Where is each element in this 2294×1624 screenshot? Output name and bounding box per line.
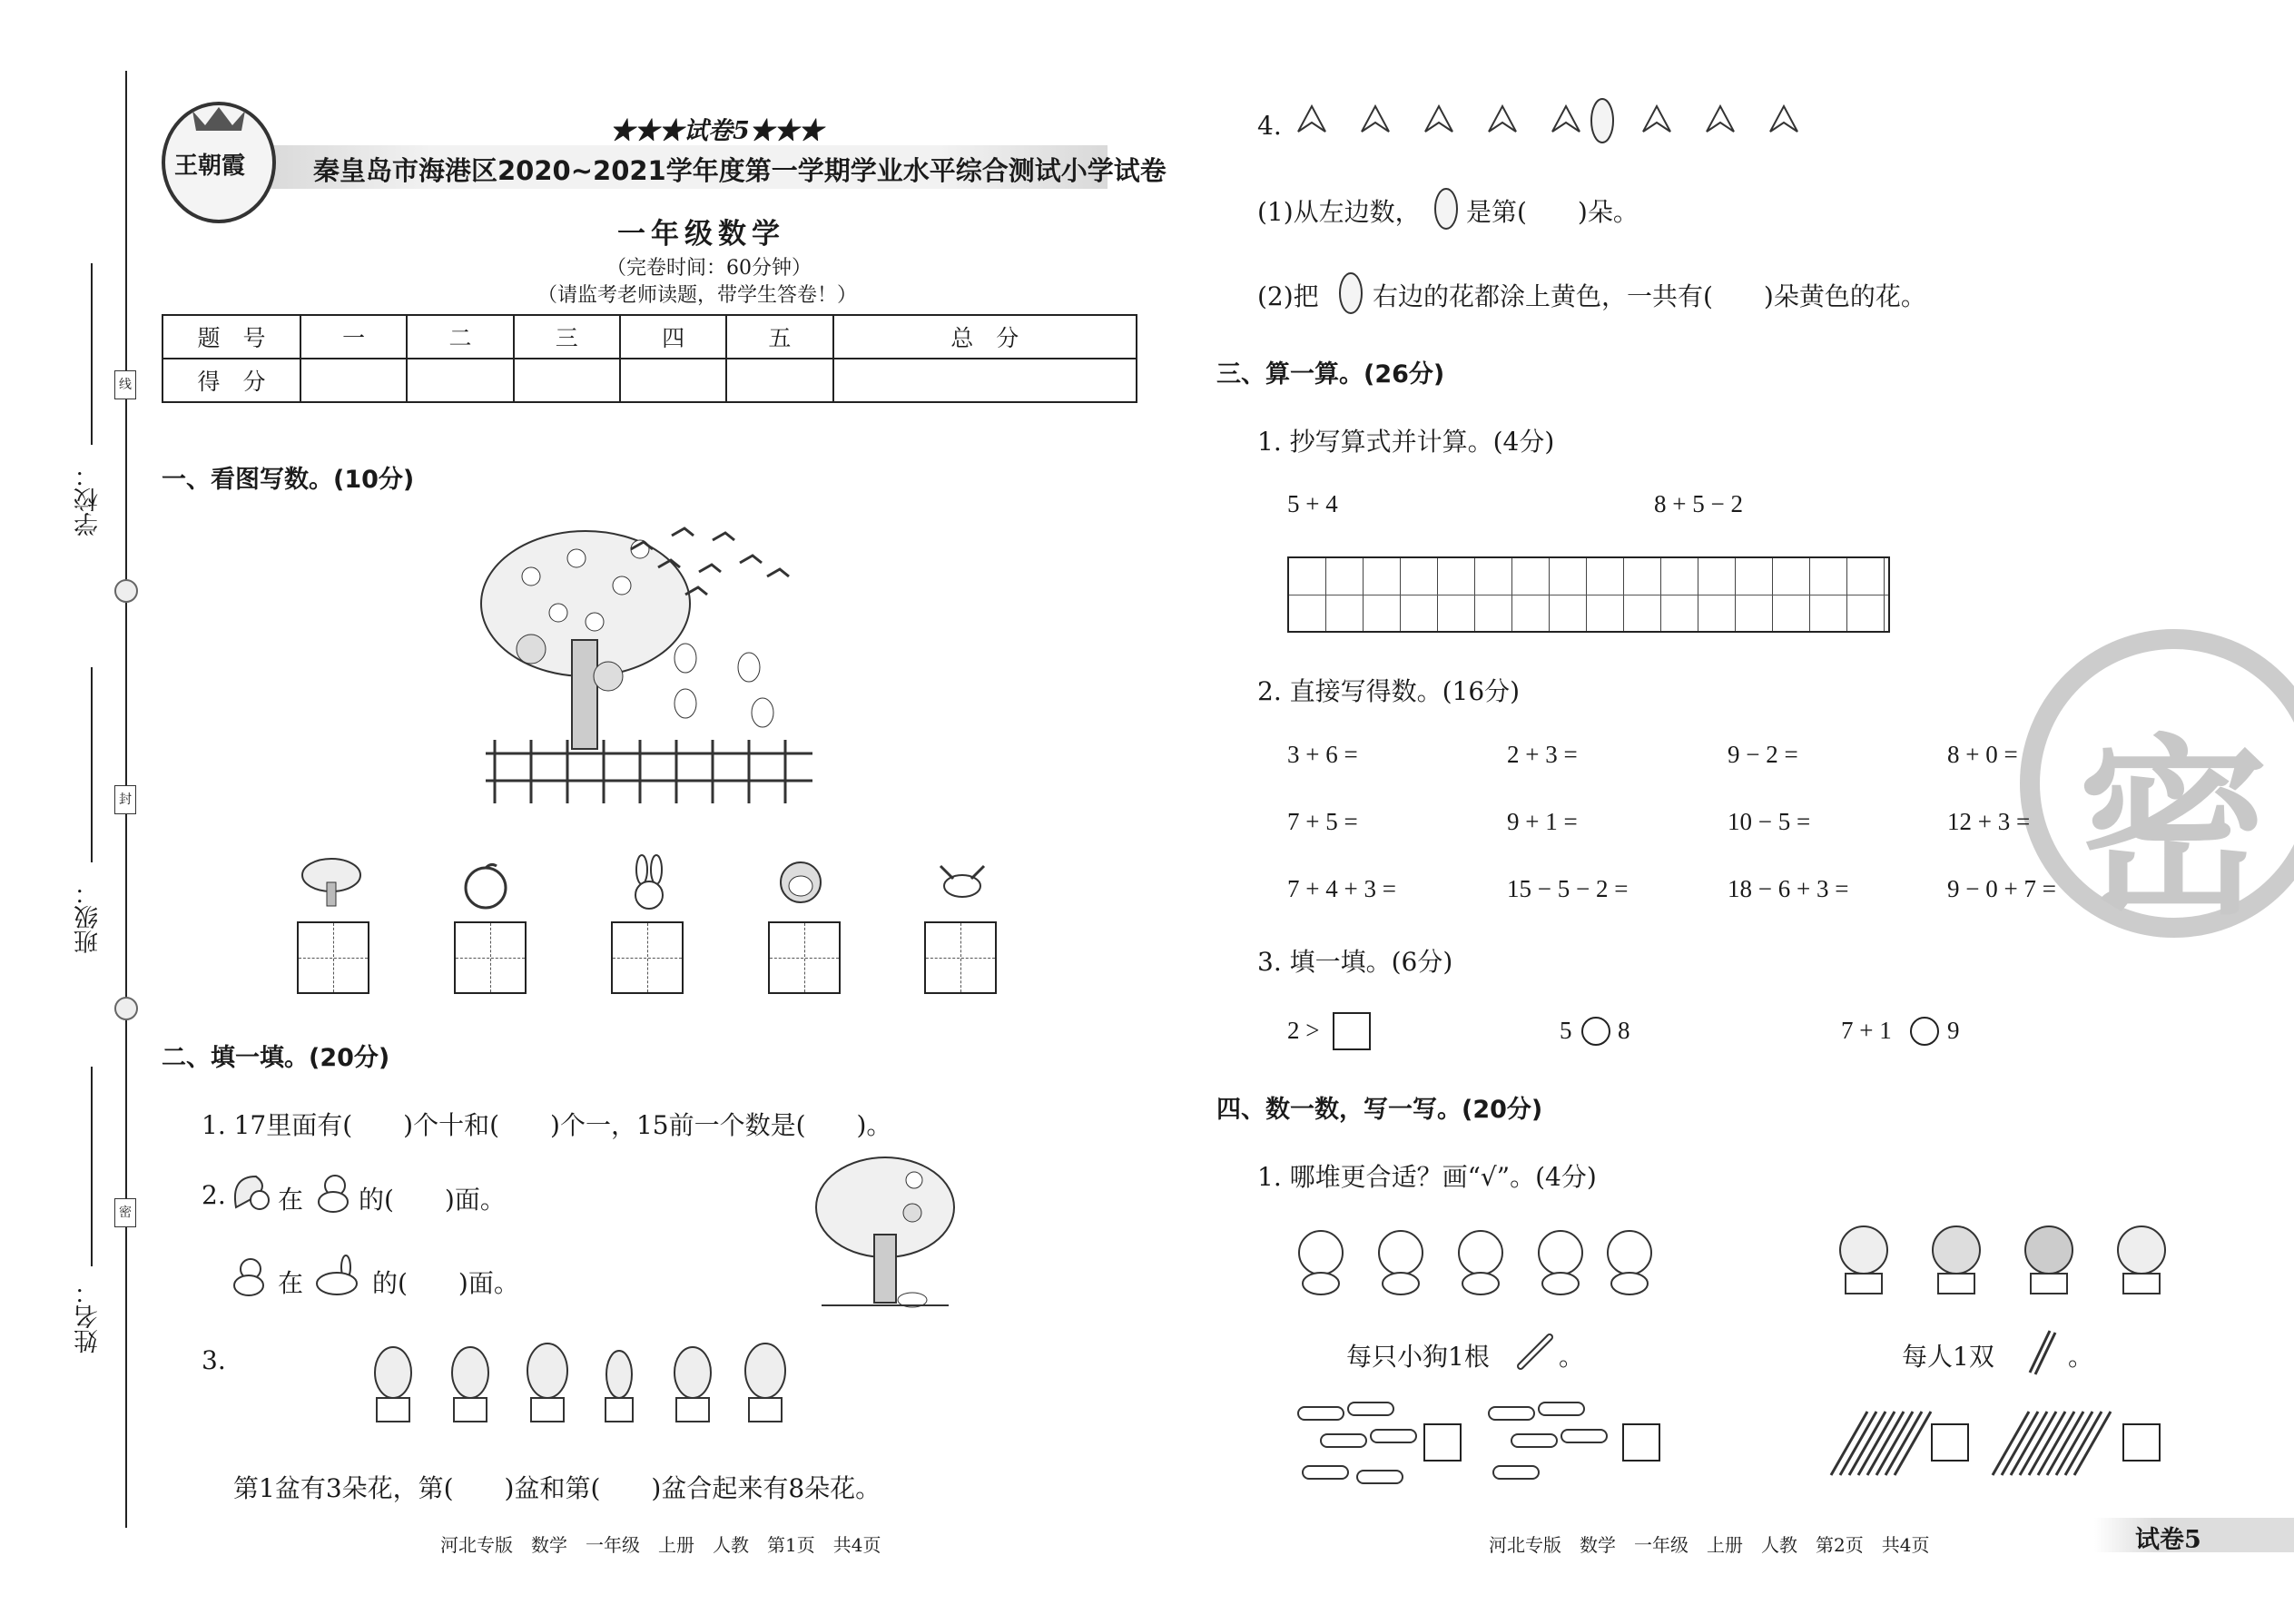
s2-q2b-text2: 的( )面。 <box>372 1268 519 1298</box>
score-input[interactable] <box>300 359 407 402</box>
rabbit-icon <box>626 855 672 911</box>
s2-q2a-text1: 在 <box>278 1185 304 1215</box>
s3-question-3: 3. 填一填。(6分) <box>1257 947 1453 977</box>
compare-circle[interactable] <box>1910 1017 1939 1046</box>
tag-seal: 封 <box>114 785 136 814</box>
bone-icon <box>1513 1330 1557 1373</box>
table-cell: 总 分 <box>833 315 1137 359</box>
table-cell: 二 <box>407 315 513 359</box>
s2-q3-number: 3. <box>202 1345 226 1375</box>
chick-icon <box>313 1171 355 1215</box>
s3-question-1: 1. 抄写算式并计算。(4分) <box>1257 427 1555 457</box>
s2-q2b-text1: 在 <box>278 1268 304 1298</box>
flower-row-illustration <box>1289 95 1816 150</box>
monkey-count-box[interactable] <box>768 921 841 994</box>
fill-1-text: 2 > <box>1287 1017 1320 1044</box>
squirrel-icon <box>229 1171 274 1215</box>
q4-2-text-b: 右边的花都涂上黄色，一共有( )朵黄色的花。 <box>1373 281 1926 311</box>
punch-hole-icon <box>114 579 138 603</box>
compare-circle[interactable] <box>1581 1017 1610 1046</box>
check-box[interactable] <box>1931 1423 1969 1462</box>
equation: 9 − 2 = <box>1728 741 1798 768</box>
q4-number: 4. <box>1257 111 1282 141</box>
dog-caption: 每只小狗1根 <box>1346 1342 1490 1372</box>
bird-count-box[interactable] <box>924 921 997 994</box>
equation: 9 + 1 = <box>1507 808 1578 835</box>
logo-text: 王朝霞 <box>174 153 246 180</box>
equation: 18 − 6 + 3 = <box>1728 875 1849 902</box>
equation: 10 − 5 = <box>1728 808 1811 835</box>
score-input[interactable] <box>620 359 726 402</box>
apple-count-box[interactable] <box>454 921 527 994</box>
s2-q2-number: 2. <box>202 1180 226 1210</box>
q4-1-text-b: 是第( )朵。 <box>1466 197 1639 227</box>
score-input[interactable] <box>514 359 620 402</box>
confidential-stamp <box>2020 629 2294 938</box>
footer-tag: 试卷5 <box>2135 1526 2201 1554</box>
equation: 15 − 5 − 2 = <box>1507 875 1629 902</box>
girl-caption: 每人1双 <box>1902 1342 1994 1372</box>
fill-3-a: 7 + 1 <box>1841 1017 1892 1044</box>
score-input[interactable] <box>833 359 1137 402</box>
q4-1-text-a: (1)从左边数， <box>1257 197 1421 227</box>
scene-illustration <box>477 522 812 812</box>
score-row <box>162 359 1137 402</box>
equation: 7 + 5 = <box>1287 808 1358 835</box>
chopsticks-pile-icon <box>1988 1407 2111 1480</box>
section-2-title: 二、填一填。(20分) <box>162 1044 390 1072</box>
school-label: 学校： <box>74 463 103 536</box>
writing-grid[interactable] <box>1287 556 1890 633</box>
flower-pots-illustration <box>368 1343 799 1425</box>
fill-3-b: 9 <box>1947 1017 1960 1044</box>
equation: 3 + 6 = <box>1287 741 1358 768</box>
equation: 12 + 3 = <box>1947 808 2031 835</box>
table-cell: 三 <box>514 315 620 359</box>
chopsticks-pile-icon <box>1826 1407 1935 1480</box>
check-box[interactable] <box>1622 1423 1660 1462</box>
apple-icon <box>458 861 513 910</box>
exam-note: （请监考老师读题，带学生答卷！） <box>537 284 858 307</box>
section-4-title: 四、数一数，写一写。(20分) <box>1216 1096 1543 1124</box>
table-cell: 得 分 <box>162 359 300 402</box>
equation: 7 + 4 + 3 = <box>1287 875 1396 902</box>
punch-hole-icon <box>114 997 138 1020</box>
paper-badge: ★★★试卷5★★★ <box>610 117 823 145</box>
s2-q3-text: 第1盆有3朵花，第( )盆和第( )盆合起来有8朵花。 <box>233 1473 881 1503</box>
exam-title: 秦皇岛市海港区2020~2021学年度第一学期学业水平综合测试小学试卷 <box>313 155 1167 186</box>
section-1-title: 一、看图写数。(10分) <box>162 466 415 494</box>
bone-pile-icon <box>1294 1398 1421 1493</box>
s2-question-1: 1. 17里面有( )个十和( )个一，15前一个数是( )。 <box>202 1110 892 1140</box>
fill-2-a: 5 <box>1560 1017 1572 1044</box>
check-box[interactable] <box>1423 1423 1462 1462</box>
table-cell: 一 <box>300 315 407 359</box>
school-field[interactable] <box>91 263 93 445</box>
check-box[interactable] <box>2122 1423 2161 1462</box>
s3-question-2: 2. 直接写得数。(16分) <box>1257 676 1521 706</box>
girl-caption-period: 。 <box>2068 1342 2094 1372</box>
table-cell: 四 <box>620 315 726 359</box>
monkey-icon <box>767 857 835 907</box>
footer-left: 河北专版 数学 一年级 上册 人教 第1页 共4页 <box>440 1534 881 1556</box>
table-cell: 五 <box>726 315 832 359</box>
s2-q2a-text2: 的( )面。 <box>359 1185 506 1215</box>
answer-box[interactable] <box>1333 1012 1371 1050</box>
equation: 9 − 0 + 7 = <box>1947 875 2056 902</box>
name-field[interactable] <box>91 1067 93 1266</box>
expression-2: 8 + 5 − 2 <box>1654 490 1743 517</box>
rabbit-count-box[interactable] <box>611 921 684 994</box>
equation: 2 + 3 = <box>1507 741 1578 768</box>
class-field[interactable] <box>91 667 93 862</box>
fill-2-b: 8 <box>1618 1017 1630 1044</box>
expression-1: 5 + 4 <box>1287 490 1338 517</box>
chick-icon <box>229 1255 271 1298</box>
q4-2-text-a: (2)把 <box>1257 281 1319 311</box>
rabbit-icon <box>313 1255 368 1298</box>
bone-pile-icon <box>1484 1398 1611 1493</box>
section-3-title: 三、算一算。(26分) <box>1216 360 1445 389</box>
bird-icon <box>926 861 999 906</box>
chopsticks-icon <box>2023 1327 2059 1377</box>
petal-icon <box>1430 186 1462 231</box>
equation: 8 + 0 = <box>1947 741 2018 768</box>
s4-question-1: 1. 哪堆更合适？画“√”。(4分) <box>1257 1162 1597 1192</box>
petal-icon <box>1334 271 1367 316</box>
subject-title: 一年级数学 <box>617 218 785 251</box>
dog-caption-period: 。 <box>1559 1342 1585 1372</box>
footer-right: 河北专版 数学 一年级 上册 人教 第2页 共4页 <box>1489 1534 1930 1556</box>
score-header-row <box>162 315 1137 359</box>
score-input[interactable] <box>726 359 832 402</box>
tree-with-animals-illustration <box>812 1153 958 1312</box>
score-input[interactable] <box>407 359 513 402</box>
stamp-char: 密 <box>2078 718 2269 940</box>
tag-line: 线 <box>114 370 136 399</box>
table-cell: 题 号 <box>162 315 300 359</box>
tree-count-box[interactable] <box>297 921 369 994</box>
girls-illustration <box>1829 1221 2183 1298</box>
tree-icon <box>300 855 363 910</box>
puppies-illustration <box>1285 1225 1666 1298</box>
class-label: 班级： <box>74 881 103 954</box>
name-label: 姓名： <box>74 1280 103 1353</box>
exam-time: （完卷时间：60分钟） <box>606 257 812 280</box>
logo <box>162 102 276 223</box>
tag-dense: 密 <box>114 1198 136 1227</box>
score-table <box>162 314 1137 403</box>
